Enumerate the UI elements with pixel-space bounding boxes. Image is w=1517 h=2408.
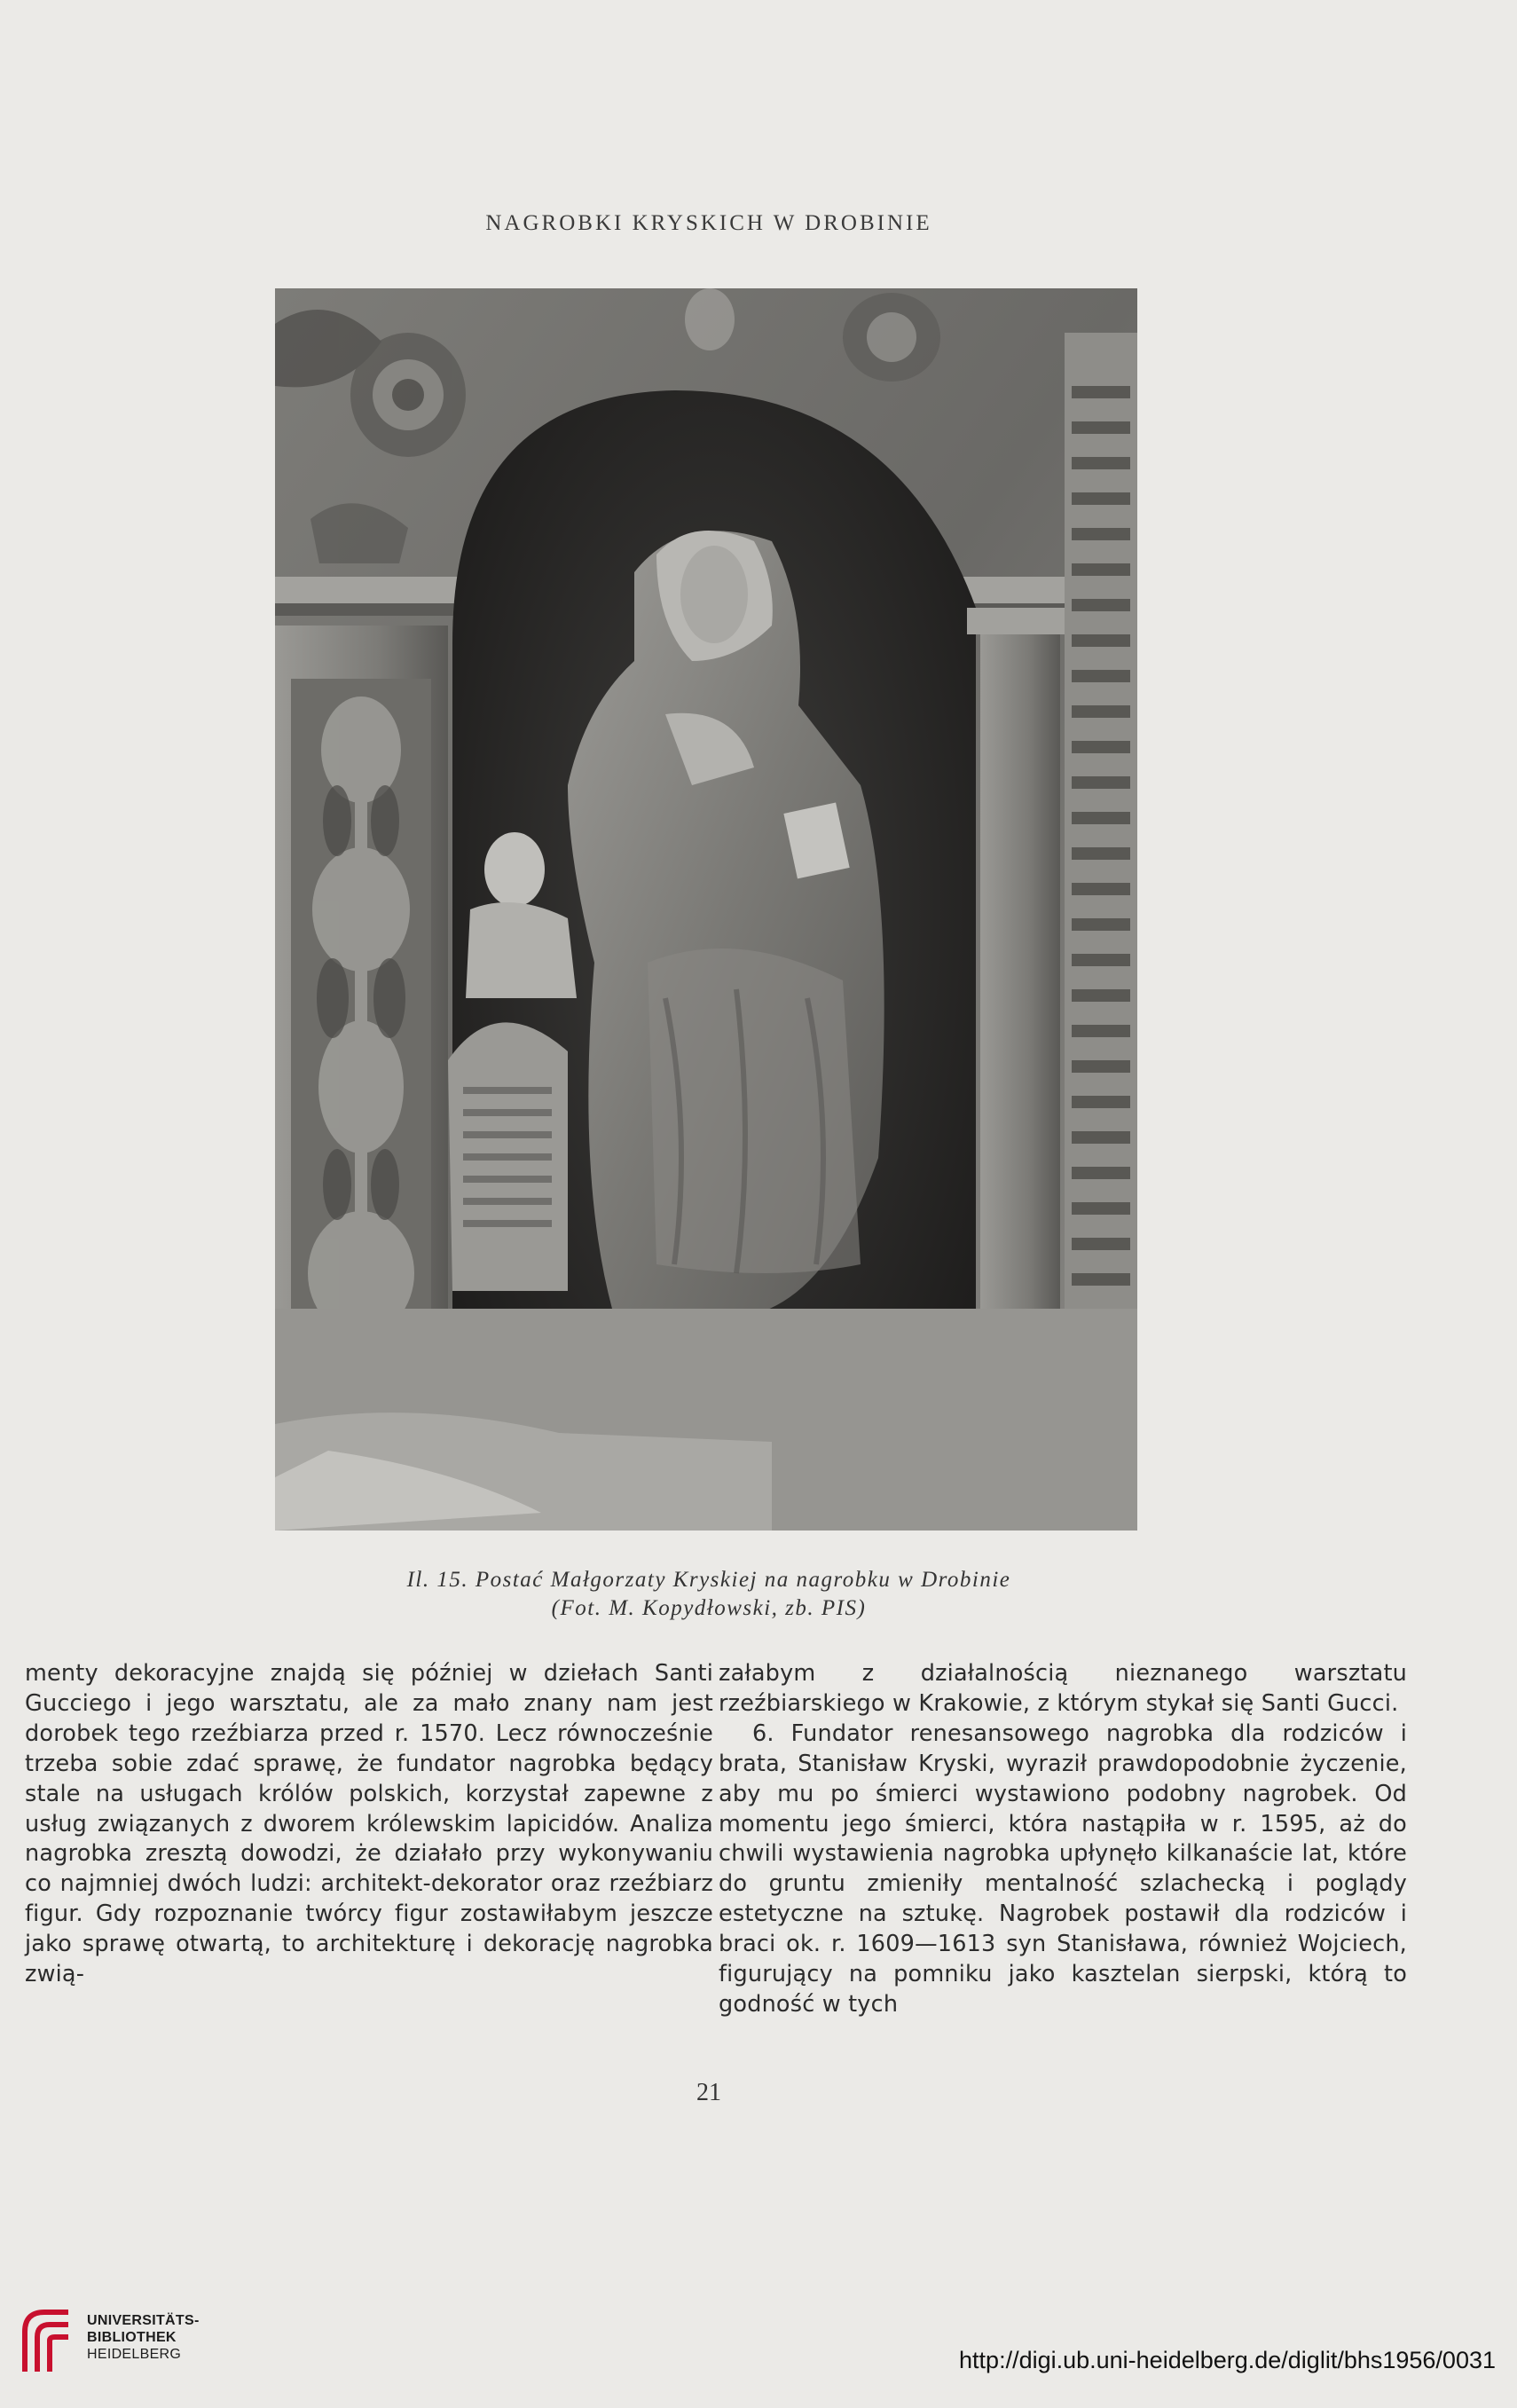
left-paragraph: menty dekoracyjne znajdą się później w dziełach Santi Gucciego i jego warsztatu, ale za mało znany nam jest dorobek tego rzeźbiarza przed r. 1570. Lecz równocześnie trzeba sobie zdać sprawę, że fundator nagrobka będący stale na usługach królów polskich, korzystał zapewne z usług związanych z dworem królewskim lapicidów. Analiza nagrobka zresztą dowodzi, że działało przy wykonywaniu co najmniej dwóch ludzi: architekt-dekorator oraz rzeźbiarz figur. Gdy rozpoznanie twórcy figur zostawiłabym jeszcze jako sprawę otwartą, to architekturę i dekorację nagrobka zwią- <box>25 1660 713 1988</box>
library-logo-icon <box>18 2307 73 2374</box>
library-name-line-1: UNIVERSITÄTS- <box>87 2313 200 2328</box>
library-name-line-3: HEIDELBERG <box>87 2347 182 2362</box>
right-text-column <box>719 1659 1407 2020</box>
library-name-line-2: BIBLIOTHEK <box>87 2330 177 2345</box>
page-number: 21 <box>696 2079 721 2106</box>
running-head: NAGROBKI KRYSKICH W DROBINIE <box>485 211 932 235</box>
caption-line-2: (Fot. M. Kopydłowski, zb. PIS) <box>551 1596 867 1620</box>
caption-line-1: Il. 15. Postać Małgorzaty Kryskiej na nagrobku w Drobinie <box>406 1568 1011 1592</box>
right-paragraph-section-6: 6. Fundator renesansowego nagrobka dla rodziców i brata, Stanisław Kryski, wyraził prawdopodobnie życzenie, aby mu po śmierci wystawiono podobny nagrobek. Od momentu jego śmierci, która nastąpiła w r. 1595, aż do chwili wystawienia nagrobka upłynęło kilkanaście lat, które do gruntu zmieniły mentalność szlachecką i poglądy estetyczne na sztukę. Nagrobek postawił dla rodziców i braci ok. r. 1609—1613 syn Stanisława, również Wojciech, figurujący na pomniku jako kasztelan sierpski, którą to godność w tych <box>719 1719 1407 2018</box>
tomb-photograph <box>275 288 1137 1531</box>
right-paragraph-continued: załabym z działalnością nieznanego warsztatu rzeźbiarskiego w Krakowie, z którym stykał się Santi Gucci. <box>719 1660 1407 1717</box>
library-logo <box>18 2307 373 2378</box>
left-text-column <box>25 1659 713 1990</box>
source-url-link[interactable]: http://digi.ub.uni-heidelberg.de/diglit/bhs1956/0031 <box>959 2347 1496 2373</box>
figure-caption <box>0 1566 1418 1623</box>
